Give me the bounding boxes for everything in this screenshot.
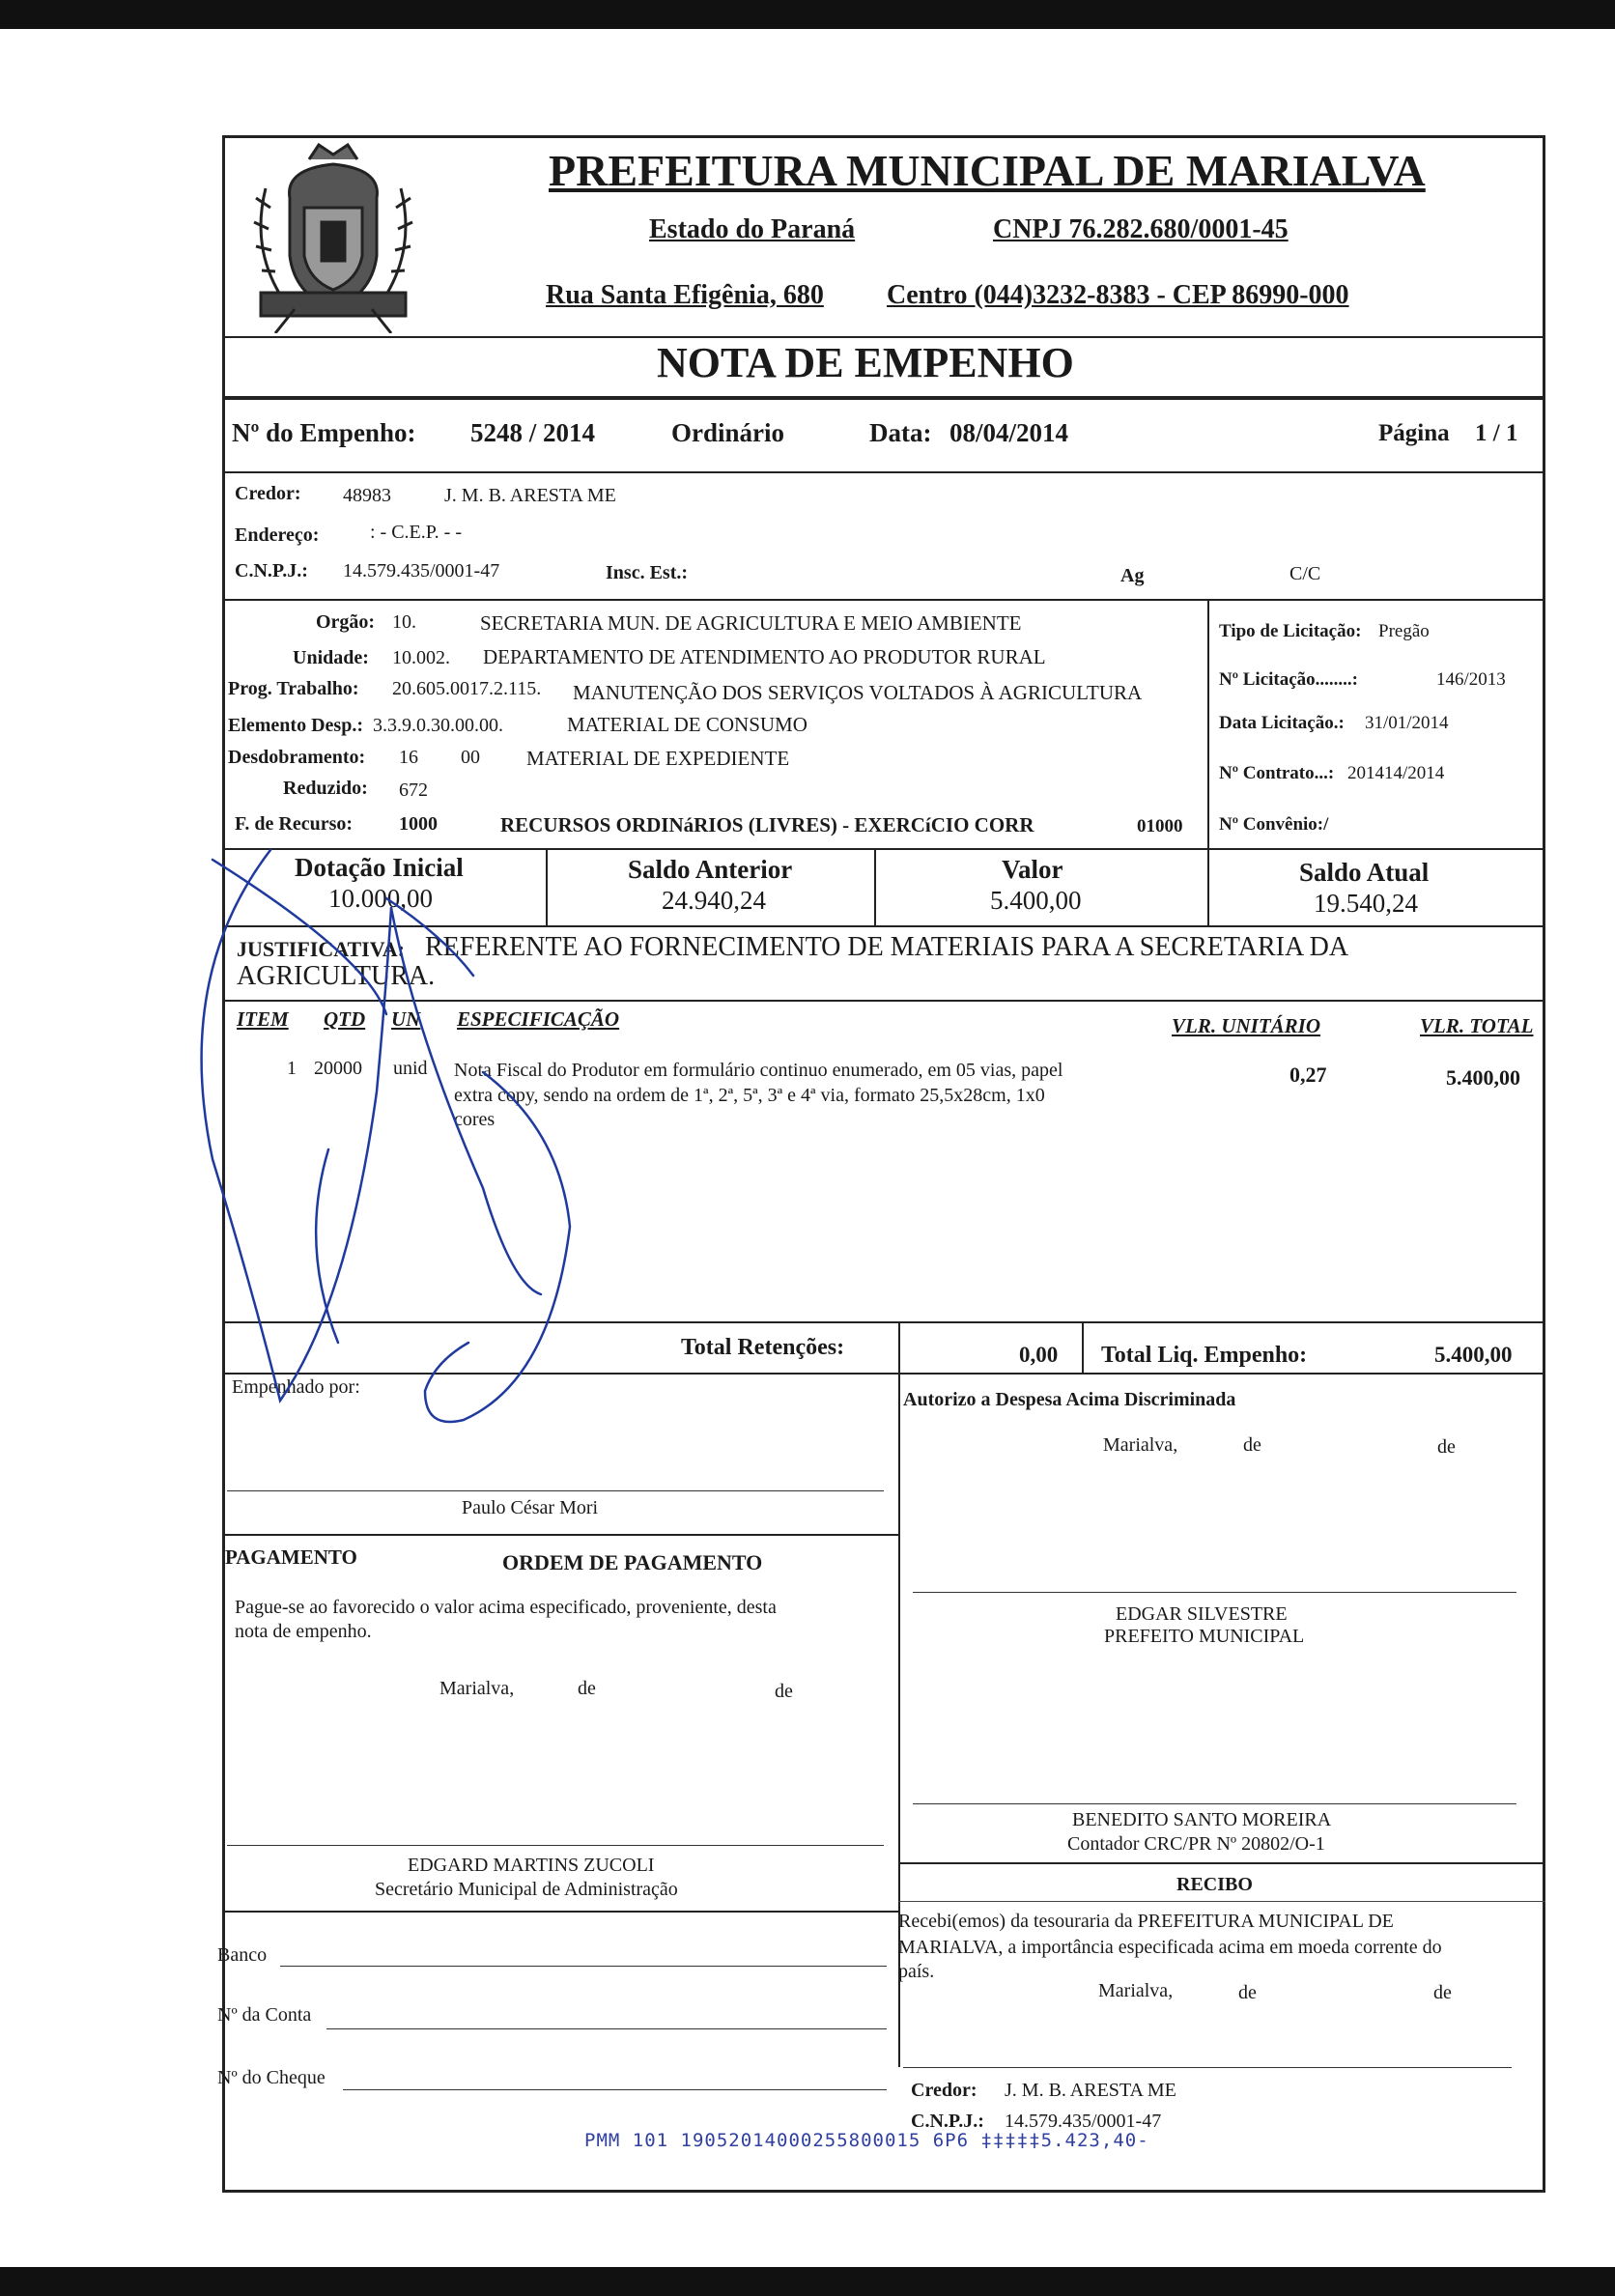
prog-trabalho-label: Prog. Trabalho:	[228, 678, 359, 699]
divider	[1207, 599, 1209, 848]
empenho-label: Nº do Empenho:	[232, 418, 416, 447]
orgao-label: Orgão:	[316, 611, 376, 633]
credor-code: 48983	[343, 485, 391, 506]
address-contact: Centro (044)3232-8383 - CEP 86990-000	[887, 280, 1349, 310]
col-qtd-header: QTD	[324, 1007, 366, 1031]
num-licitacao-label: Nº Licitação........:	[1219, 669, 1358, 690]
mayor-name: EDGAR SILVESTRE	[1116, 1603, 1288, 1625]
dotacao-value: 10.000,00	[328, 884, 433, 913]
endereco-value: : - C.E.P. - -	[370, 522, 462, 543]
mayor-title: PREFEITO MUNICIPAL	[1104, 1626, 1305, 1647]
pagamento-de2: de	[775, 1681, 793, 1702]
scan-border-top	[0, 0, 1615, 29]
item-un: unid	[393, 1058, 428, 1079]
signature-line	[913, 1592, 1516, 1593]
signature-line	[227, 1845, 884, 1846]
recurso-label: F. de Recurso:	[235, 813, 354, 835]
recurso-num: 01000	[1137, 816, 1183, 836]
col-unit-header: VLR. UNITÁRIO	[1172, 1014, 1321, 1037]
dotacao-label: Dotação Inicial	[295, 853, 464, 882]
autorizo-de2: de	[1437, 1436, 1456, 1458]
elemento-code: 3.3.9.0.30.00.00.	[373, 715, 503, 736]
recibo-de1: de	[1238, 1982, 1257, 2003]
autorizo-de1: de	[1243, 1434, 1261, 1456]
conta-label: Nº da Conta	[217, 2004, 312, 2026]
endereco-label: Endereço:	[235, 524, 320, 546]
reduzido-label: Reduzido:	[283, 778, 368, 799]
recibo-credor-label: Credor:	[911, 2080, 978, 2101]
data-licitacao-label: Data Licitação.:	[1219, 713, 1345, 733]
pagamento-city: Marialva,	[439, 1678, 515, 1699]
recibo-credor-name: J. M. B. ARESTA ME	[1005, 2080, 1176, 2101]
date-label: Data:	[869, 418, 932, 447]
divider	[222, 1534, 898, 1536]
recibo-label: RECIBO	[1176, 1874, 1253, 1895]
pagamento-text: Pague-se ao favorecido o valor acima especificado, proveniente, desta	[235, 1597, 777, 1618]
item-total-price: 5.400,00	[1446, 1065, 1520, 1090]
unidade-name: DEPARTAMENTO DE ATENDIMENTO AO PRODUTOR RURAL	[483, 645, 1046, 668]
orgao-name: SECRETARIA MUN. DE AGRICULTURA E MEIO AMBIENTE	[480, 611, 1022, 635]
divider	[1207, 848, 1209, 925]
orgao-code: 10.	[392, 611, 416, 633]
state-label: Estado do Paraná	[649, 214, 856, 244]
prog-trabalho-name: MANUTENÇÃO DOS SERVIÇOS VOLTADOS À AGRICULTURA	[573, 681, 1143, 704]
recibo-de2: de	[1433, 1982, 1452, 2003]
accountant-name: BENEDITO SANTO MOREIRA	[1072, 1809, 1332, 1830]
justificativa-label: JUSTIFICATIVA:	[237, 937, 406, 961]
page-title: PREFEITURA MUNICIPAL DE MARIALVA	[549, 146, 1426, 195]
pagamento-label: PAGAMENTO	[225, 1545, 357, 1569]
credor-label: Credor:	[235, 483, 301, 504]
empenho-type: Ordinário	[671, 418, 785, 447]
item-unit-price: 0,27	[1289, 1063, 1327, 1087]
tipo-licitacao-label: Tipo de Licitação:	[1219, 621, 1362, 641]
divider	[222, 1911, 898, 1913]
valor-label: Valor	[1002, 855, 1063, 884]
desdobramento-a: 16	[399, 747, 418, 768]
reduzido-value: 672	[399, 780, 428, 801]
contrato-label: Nº Contrato...:	[1219, 763, 1335, 783]
cheque-line[interactable]	[343, 2089, 887, 2090]
total-retencoes-value: 0,00	[1019, 1343, 1059, 1367]
divider	[1082, 1321, 1084, 1373]
desdobramento-name: MATERIAL DE EXPEDIENTE	[526, 747, 790, 770]
ordem-pagamento-label: ORDEM DE PAGAMENTO	[502, 1550, 763, 1574]
saldo-atual-label: Saldo Atual	[1299, 858, 1430, 887]
item-desc: Nota Fiscal do Produtor em formulário continuo enumerado, em 05 vias, papel	[454, 1060, 1063, 1081]
footer-code: PMM 101 19052014000255800015 6P6 ‡‡‡‡‡5.423,40-	[584, 2130, 1149, 2151]
num-licitacao-value: 146/2013	[1436, 669, 1506, 690]
col-un-header: UN	[391, 1007, 421, 1031]
banco-label: Banco	[217, 1944, 268, 1966]
col-total-header: VLR. TOTAL	[1420, 1014, 1534, 1037]
page-number: 1 / 1	[1475, 420, 1518, 446]
convenio-label: Nº Convênio:/	[1219, 814, 1329, 835]
divider	[222, 471, 1545, 473]
signature-line	[903, 2067, 1512, 2068]
total-liq-label: Total Liq. Empenho:	[1101, 1343, 1308, 1368]
divider	[222, 396, 1545, 400]
data-licitacao-value: 31/01/2014	[1365, 713, 1449, 733]
item-desc-cont2: cores	[454, 1109, 496, 1130]
divider	[874, 848, 876, 925]
secretary-title: Secretário Municipal de Administração	[375, 1879, 678, 1900]
conta-corrente-label: C/C	[1289, 563, 1321, 584]
elemento-label: Elemento Desp.:	[228, 715, 363, 736]
empenho-number: 5248 / 2014	[470, 418, 596, 447]
recibo-text-cont: MARIALVA, a importância especificada acima em moeda corrente do	[898, 1937, 1442, 1958]
document-title: NOTA DE EMPENHO	[657, 339, 1074, 386]
autorizo-label: Autorizo a Despesa Acima Discriminada	[903, 1389, 1236, 1410]
item-qtd: 20000	[314, 1058, 362, 1079]
pagamento-text-cont: nota de empenho.	[235, 1621, 372, 1642]
justificativa-text: REFERENTE AO FORNECIMENTO DE MATERIAIS PARA A SECRETARIA DA	[425, 932, 1349, 962]
empenhado-label: Empenhado por:	[232, 1376, 360, 1398]
unidade-code: 10.002.	[392, 647, 450, 668]
total-liq-value: 5.400,00	[1434, 1343, 1513, 1367]
handwritten-signature	[193, 840, 638, 1449]
recibo-cnpj-label: C.N.P.J.:	[911, 2111, 984, 2132]
cheque-label: Nº do Cheque	[217, 2067, 326, 2088]
divider	[222, 599, 1545, 601]
recibo-text-cont2: país.	[898, 1961, 935, 1982]
saldo-atual-value: 19.540,24	[1314, 889, 1418, 918]
signature-line	[913, 1803, 1516, 1804]
valor-value: 5.400,00	[990, 886, 1082, 915]
pagamento-de1: de	[578, 1678, 596, 1699]
cnpj-label: C.N.P.J.:	[235, 560, 308, 581]
banco-line[interactable]	[280, 1966, 887, 1967]
recibo-city: Marialva,	[1098, 1980, 1174, 2001]
recibo-cnpj-value: 14.579.435/0001-47	[1005, 2111, 1162, 2132]
divider	[898, 1901, 1545, 1902]
municipal-coat-of-arms-icon	[237, 140, 430, 333]
saldo-anterior-label: Saldo Anterior	[628, 855, 793, 884]
conta-line[interactable]	[326, 2028, 887, 2029]
city-cnpj: CNPJ 76.282.680/0001-45	[993, 214, 1289, 244]
empenhado-name: Paulo César Mori	[462, 1497, 599, 1518]
recibo-text: Recebi(emos) da tesouraria da PREFEITURA MUNICIPAL DE	[898, 1911, 1394, 1932]
item-number: 1	[287, 1058, 297, 1079]
accountant-title: Contador CRC/PR Nº 20802/O-1	[1067, 1833, 1325, 1855]
total-retencoes-label: Total Retenções:	[681, 1335, 845, 1360]
unidade-label: Unidade:	[293, 647, 369, 668]
scan-border-bottom	[0, 2267, 1615, 2296]
recurso-name: RECURSOS ORDINáRIOS (LIVRES) - EXERCíCIO CORR	[500, 813, 1034, 836]
justificativa-text-cont: AGRICULTURA.	[237, 961, 436, 991]
empenho-date: 08/04/2014	[949, 418, 1069, 447]
page-label: Página	[1378, 420, 1450, 446]
address-street: Rua Santa Efigênia, 680	[546, 280, 824, 310]
insc-est-label: Insc. Est.:	[606, 562, 689, 583]
divider	[898, 1862, 1545, 1864]
credor-name: J. M. B. ARESTA ME	[444, 485, 616, 506]
credor-cnpj: 14.579.435/0001-47	[343, 560, 500, 581]
col-item-header: ITEM	[237, 1007, 289, 1031]
tipo-licitacao-value: Pregão	[1378, 621, 1430, 641]
contrato-value: 201414/2014	[1347, 763, 1445, 783]
recurso-code: 1000	[399, 813, 438, 835]
prog-trabalho-code: 20.605.0017.2.115.	[392, 678, 542, 699]
desdobramento-label: Desdobramento:	[228, 747, 366, 768]
desdobramento-b: 00	[461, 747, 480, 768]
signature-line	[227, 1490, 884, 1491]
agencia-label: Ag	[1120, 565, 1145, 586]
item-desc-cont: extra copy, sendo na ordem de 1ª, 2ª, 5ª, 3ª e 4ª via, formato 25,5x28cm, 1x0	[454, 1085, 1045, 1106]
secretary-name: EDGARD MARTINS ZUCOLI	[408, 1855, 655, 1876]
elemento-name: MATERIAL DE CONSUMO	[567, 713, 808, 736]
autorizo-city: Marialva,	[1103, 1434, 1178, 1456]
col-espec-header: ESPECIFICAÇÃO	[457, 1007, 620, 1031]
saldo-anterior-value: 24.940,24	[662, 886, 766, 915]
